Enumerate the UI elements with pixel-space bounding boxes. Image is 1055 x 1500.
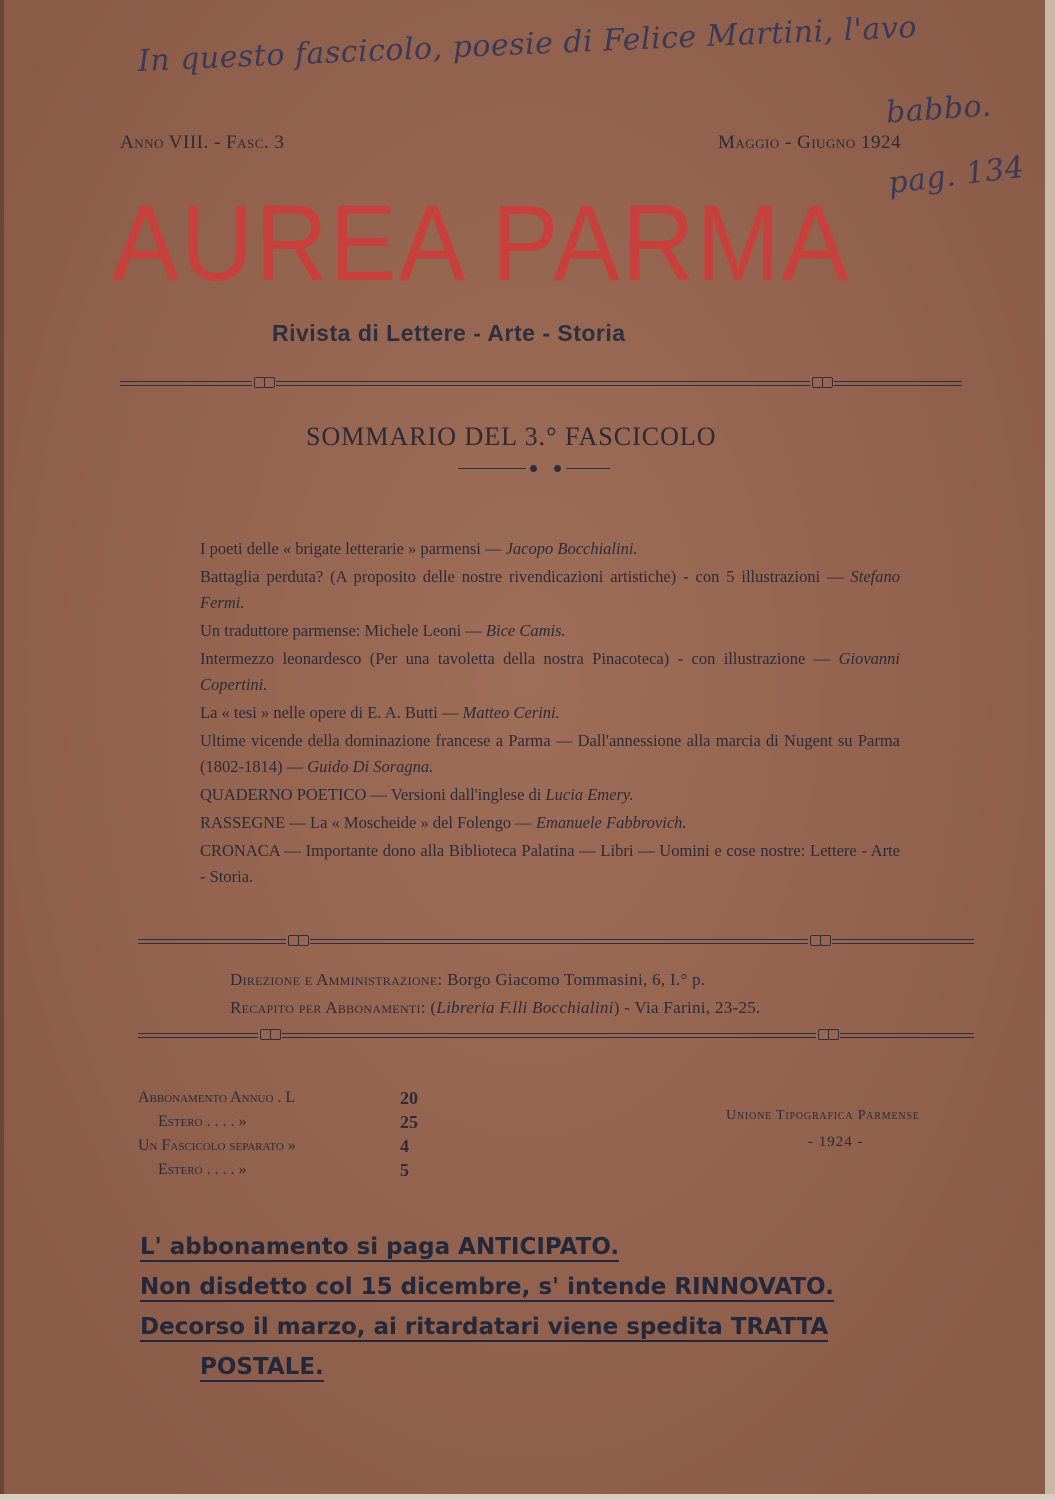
paper-edge-bottom [0,1494,1055,1500]
sommario-heading: SOMMARIO DEL 3.° FASCICOLO [306,422,717,451]
magazine-title: AUREA PARMA [112,182,851,303]
price-row: Abbonamento Annuo . L 20 [138,1088,418,1108]
toc-author: Jacopo Bocchialini. [505,539,638,558]
notice-line: POSTALE. [200,1354,324,1380]
direzione-label: Direzione e Amministrazione: [230,970,443,989]
toc-author: Giovanni Copertini. [200,649,900,694]
toc-entry: RASSEGNE — La « Moscheide » del Folengo — Emanuele Fabbrovich. [200,813,687,832]
toc-entry: QUADERNO POETICO — Versioni dall'inglese di Lucia Emery. [200,785,634,804]
toc-author: Bice Camis. [485,621,566,640]
notice-line: Decorso il marzo, ai ritardatari viene spedita TRATTA [140,1314,829,1340]
price-row: Un Fascicolo separato » 4 [138,1136,409,1156]
handwritten-note-continued: babbo. [884,88,993,131]
toc-author: Stefano Fermi. [200,567,900,612]
handwritten-note: In questo fascicolo, poesie di Felice Martini, l'avo [137,10,918,79]
toc-author: Matteo Cerini. [462,703,560,722]
ornamental-rule [138,936,974,946]
toc-entry: Un traduttore parmense: Michele Leoni — Bice Camis. [200,621,566,640]
price-row: Estero . . . . » 5 [138,1160,409,1180]
handwritten-page-reference: pag. 134 [886,149,1027,202]
toc-author: Guido Di Soragna. [307,757,434,776]
toc-entry: Intermezzo leonardesco (Per una tavoletta della nostra Pinacoteca) - con illustrazione — Giovanni Copertini. [200,649,900,694]
issue-date: Maggio - Giugno 1924 [718,132,901,153]
ornamental-rule [138,1030,974,1040]
toc-author: Emanuele Fabbrovich. [535,813,687,832]
notice-line: L' abbonamento si paga ANTICIPATO. [140,1234,620,1260]
ornament-divider [458,462,610,476]
paper-edge [1045,0,1055,1500]
table-of-contents [200,536,900,892]
direzione-line [230,970,705,990]
printer-year: - 1924 - [808,1134,864,1150]
cover-edge-shadow [0,0,4,1500]
toc-entry: I poeti delle « brigate letterarie » parmensi — Jacopo Bocchialini. [200,539,638,558]
toc-entry: La « tesi » nelle opere di E. A. Butti — Matteo Cerini. [200,703,560,722]
recapito-line: Recapito per Abbonamenti: (Libreria F.lli Bocchialini) - Via Farini, 23-25. [230,998,761,1017]
toc-entry: Ultime vicende della dominazione francese a Parma — Dall'annessione alla marcia di Nugent su Parma (1802-1814) — Guido Di Soragna. [200,731,900,776]
printer-name: Unione Tipografica Parmense [726,1108,920,1123]
magazine-subtitle: Rivista di Lettere - Arte - Storia [272,320,626,346]
direzione-address: Borgo Giacomo Tommasini, 6, I.° p. [442,970,706,989]
price-row: Estero . . . . » 25 [138,1112,418,1132]
recapito-store: Libreria F.lli Bocchialini [436,998,614,1017]
issue-number: Anno VIII. - Fasc. 3 [120,132,285,153]
toc-entry: Battaglia perduta? (A proposito delle nostre rivendicazioni artistiche) - con 5 illustrazioni — Stefano Fermi. [200,567,900,612]
recapito-label: Recapito per Abbonamenti: [230,998,426,1017]
toc-entry: CRONACA — Importante dono alla Biblioteca Palatina — Libri — Uomini e cose nostre: Lettere - Arte - Storia. [200,841,900,886]
notice-line: Non disdetto col 15 dicembre, s' intende RINNOVATO. [140,1274,834,1300]
recapito-address: ) - Via Farini, 23-25. [613,998,761,1017]
toc-author: Lucia Emery. [545,785,634,804]
ornamental-rule [120,378,962,388]
subscription-prices [138,1086,418,1182]
